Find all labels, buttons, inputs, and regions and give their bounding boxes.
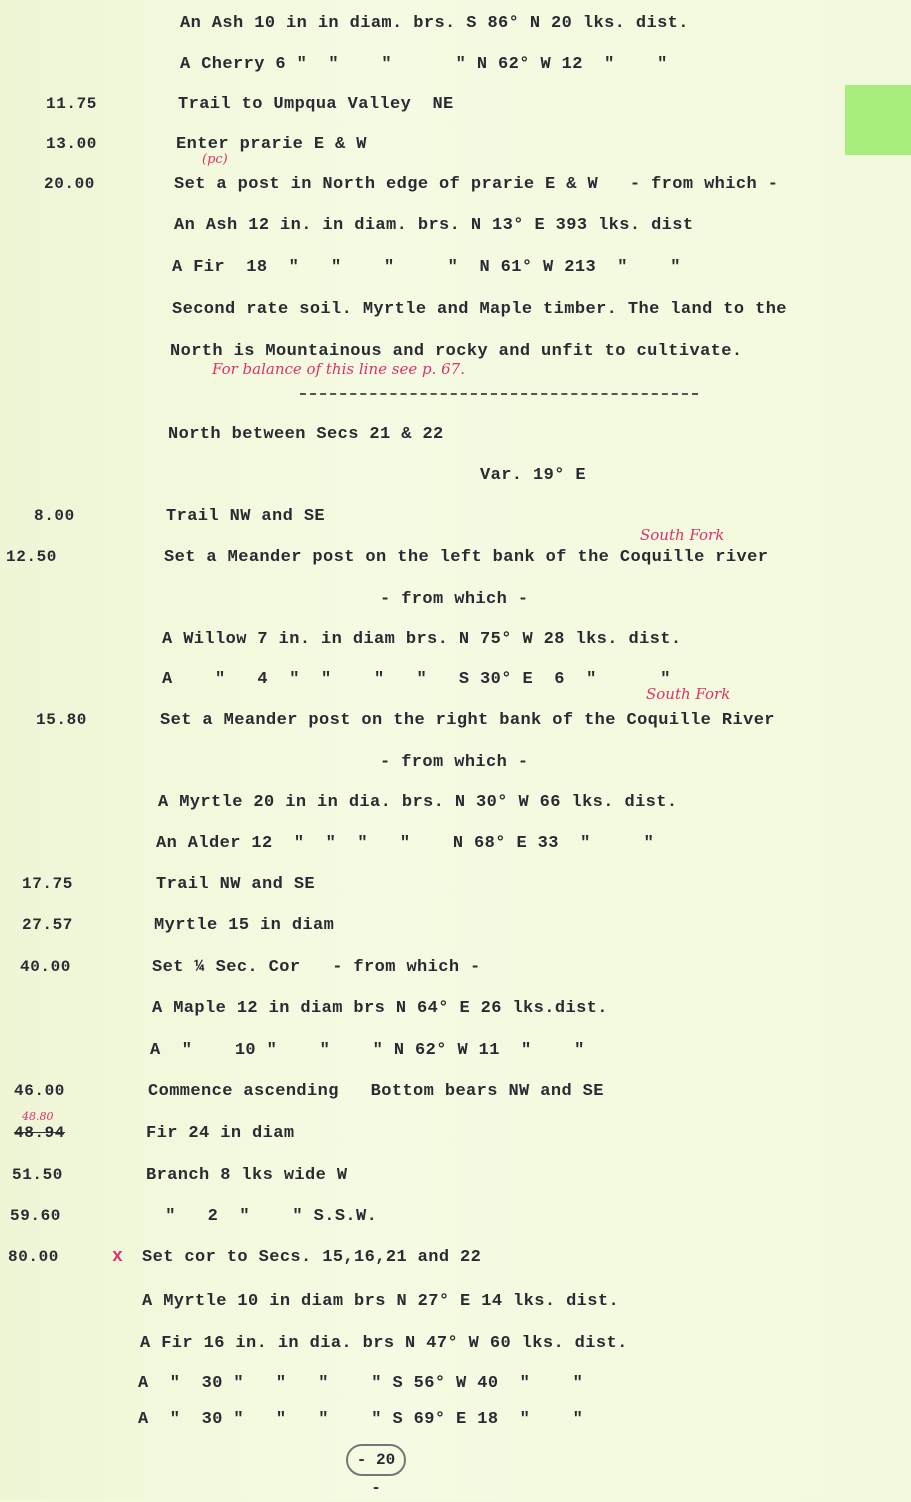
variation-label: Var. 19° E bbox=[480, 466, 587, 485]
green-tab-marker bbox=[845, 85, 911, 155]
distance-8-00: 8.00 bbox=[34, 507, 75, 525]
handwritten-correction: 48.80 bbox=[22, 1110, 54, 1123]
text-line: - from which - bbox=[380, 590, 529, 609]
handwritten-note-pc: (pc) bbox=[202, 152, 228, 167]
distance-17-75: 17.75 bbox=[22, 875, 74, 893]
handwritten-note-south-fork: South Fork bbox=[646, 685, 731, 703]
text-line: Trail to Umpqua Valley NE bbox=[178, 95, 454, 114]
text-line: Branch 8 lks wide W bbox=[146, 1166, 348, 1185]
text-line: Enter prarie E & W bbox=[176, 135, 367, 154]
text-line: " 2 " " S.S.W. bbox=[144, 1207, 378, 1226]
text-line: A " 30 " " " " S 69° E 18 " " bbox=[138, 1410, 584, 1429]
distance-46-00: 46.00 bbox=[14, 1082, 66, 1100]
text-line: A " 30 " " " " S 56° W 40 " " bbox=[138, 1374, 584, 1393]
text-line: A Fir 16 in. in dia. brs N 47° W 60 lks. dist. bbox=[140, 1334, 628, 1353]
page-number: - 20 - bbox=[346, 1444, 406, 1476]
handwritten-note-balance: For balance of this line see p. 67. bbox=[212, 360, 465, 378]
text-line: An Alder 12 " " " " N 68° E 33 " " bbox=[156, 834, 655, 853]
distance-20-00: 20.00 bbox=[44, 175, 96, 193]
distance-48-94: 48.94 bbox=[14, 1124, 66, 1142]
distance-27-57: 27.57 bbox=[22, 916, 74, 934]
text-line: Set a Meander post on the right bank of the Coquille River bbox=[160, 711, 775, 730]
distance-59-60: 59.60 bbox=[10, 1207, 62, 1225]
text-line: A Myrtle 20 in in dia. brs. N 30° W 66 lks. dist. bbox=[158, 793, 678, 812]
text-line: - from which - bbox=[380, 753, 529, 772]
distance-13-00: 13.00 bbox=[46, 135, 98, 153]
distance-51-50: 51.50 bbox=[12, 1166, 64, 1184]
text-line: A Willow 7 in. in diam brs. N 75° W 28 lks. dist. bbox=[162, 630, 682, 649]
text-line: A Maple 12 in diam brs N 64° E 26 lks.dist. bbox=[152, 999, 608, 1018]
text-line: Set cor to Secs. 15,16,21 and 22 bbox=[142, 1248, 482, 1267]
text-line: A Cherry 6 " " " " N 62° W 12 " " bbox=[180, 55, 668, 74]
distance-11-75: 11.75 bbox=[46, 95, 98, 113]
distance-40-00: 40.00 bbox=[20, 958, 72, 976]
text-line: A Fir 18 " " " " N 61° W 213 " " bbox=[172, 258, 681, 277]
text-line: A Myrtle 10 in diam brs N 27° E 14 lks. dist. bbox=[142, 1292, 620, 1311]
text-line: Second rate soil. Myrtle and Maple timber. The land to the bbox=[172, 300, 787, 319]
text-line: An Ash 10 in in diam. brs. S 86° N 20 lks. dist. bbox=[180, 14, 689, 33]
text-line: Fir 24 in diam bbox=[146, 1124, 295, 1143]
text-line: North is Mountainous and rocky and unfit to cultivate. bbox=[170, 342, 743, 361]
text-line: A " 10 " " " N 62° W 11 " " bbox=[150, 1041, 585, 1060]
text-line: Trail NW and SE bbox=[166, 507, 326, 526]
distance-80-00: 80.00 bbox=[8, 1248, 60, 1266]
section-heading: North between Secs 21 & 22 bbox=[168, 425, 444, 444]
text-line: A " 4 " " " " S 30° E 6 " " bbox=[162, 670, 671, 689]
text-line: Myrtle 15 in diam bbox=[154, 916, 335, 935]
text-line: Set a Meander post on the left bank of the Coquille river bbox=[164, 548, 769, 567]
dashed-divider bbox=[300, 393, 698, 395]
text-line: Set ¼ Sec. Cor - from which - bbox=[152, 958, 481, 977]
text-line: Commence ascending Bottom bears NW and SE bbox=[148, 1082, 604, 1101]
text-line: An Ash 12 in. in diam. brs. N 13° E 393 lks. dist bbox=[174, 216, 694, 235]
text-line: Trail NW and SE bbox=[156, 875, 316, 894]
text-line: Set a post in North edge of prarie E & W - from which - bbox=[174, 175, 779, 194]
distance-15-80: 15.80 bbox=[36, 711, 88, 729]
handwritten-note-south-fork: South Fork bbox=[640, 526, 725, 544]
distance-12-50: 12.50 bbox=[6, 548, 58, 566]
x-mark: x bbox=[112, 1247, 123, 1267]
